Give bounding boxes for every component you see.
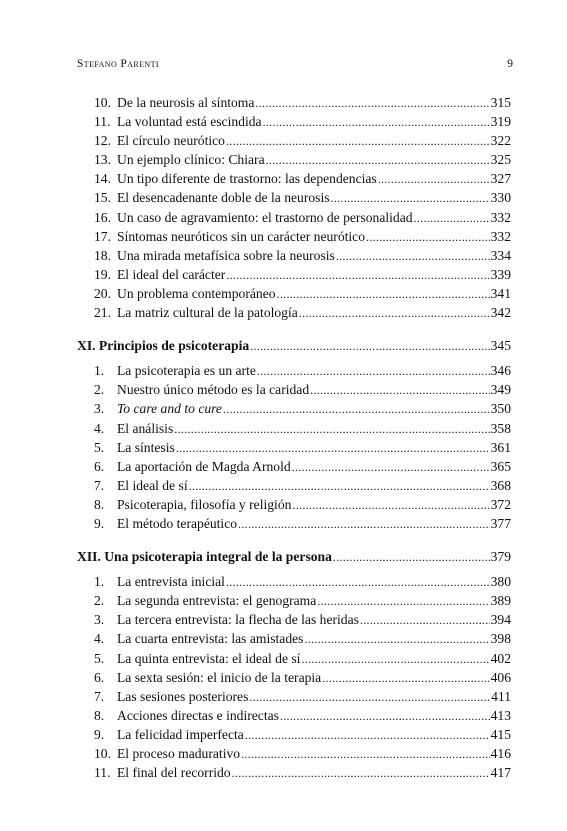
dot-leader xyxy=(257,362,490,381)
running-header-author: Stefano Parenti xyxy=(77,58,159,70)
toc-entry-page: 402 xyxy=(490,650,511,666)
toc-entry-page: 322 xyxy=(490,133,511,149)
toc-entry xyxy=(77,265,511,284)
toc-entry-title: La sexta sesión: el inicio de la terapia xyxy=(117,669,322,685)
toc-entry-page: 398 xyxy=(490,631,511,647)
toc-chapter-xii xyxy=(77,547,511,566)
toc-entry-number: 20. xyxy=(94,285,111,301)
toc-entry xyxy=(77,514,511,533)
toc-entry-page: 389 xyxy=(490,593,511,609)
chapter-page: 379 xyxy=(490,549,511,565)
toc-entry-page: 325 xyxy=(490,152,511,168)
toc-entry-title: La psicoterapia es un arte xyxy=(117,363,256,379)
toc-entry-title: La aportación de Magda Arnold xyxy=(117,458,291,474)
toc-entry-number: 8. xyxy=(94,496,105,512)
toc-entry-number: 16. xyxy=(94,209,111,225)
toc-entry xyxy=(77,246,511,265)
toc-entry-page: 350 xyxy=(490,401,511,417)
dot-leader xyxy=(226,573,490,592)
dot-leader xyxy=(333,548,490,567)
toc-entry-title: El desencadenante doble de la neurosis xyxy=(117,190,330,206)
dot-leader xyxy=(360,611,490,630)
dot-leader xyxy=(255,94,489,113)
toc-entry-page: 339 xyxy=(490,266,511,282)
dot-leader xyxy=(226,132,490,151)
toc-entry-title: El ideal de sí xyxy=(117,477,188,493)
toc-entry-page: 417 xyxy=(490,765,511,781)
toc-entry-page: 380 xyxy=(490,574,511,590)
chapter-title: XII. Una psicoterapia integral de la persona xyxy=(77,549,332,565)
toc-entry-number: 6. xyxy=(94,669,105,685)
toc-entry xyxy=(77,687,511,706)
toc-entry-number: 3. xyxy=(94,401,105,417)
toc-entry xyxy=(77,169,511,188)
toc-entry-page: 332 xyxy=(490,209,511,225)
dot-leader xyxy=(174,420,489,439)
toc-entry-number: 15. xyxy=(94,190,111,206)
dot-leader xyxy=(266,151,490,170)
toc-entry-number: 7. xyxy=(94,477,105,493)
toc-entry xyxy=(77,610,511,629)
dot-leader xyxy=(223,400,490,419)
toc-entry-number: 4. xyxy=(94,420,105,436)
dot-leader xyxy=(292,496,489,515)
dot-leader xyxy=(176,439,490,458)
toc-entry xyxy=(77,150,511,169)
toc-entry-page: 413 xyxy=(490,707,511,723)
dot-leader xyxy=(317,592,489,611)
toc-entry-title: La entrevista inicial xyxy=(117,574,225,590)
toc-entry-page: 358 xyxy=(490,420,511,436)
dot-leader xyxy=(245,726,490,745)
toc-entry-page: 372 xyxy=(490,496,511,512)
toc-entry xyxy=(77,208,511,227)
toc-entry-title: La tercera entrevista: la flecha de las heridas xyxy=(117,612,359,628)
toc-entry-page: 365 xyxy=(490,458,511,474)
dot-leader xyxy=(250,337,489,356)
toc-entry-title: Nuestro único método es la caridad xyxy=(117,382,310,398)
toc-entry xyxy=(77,572,511,591)
toc-entry xyxy=(77,706,511,725)
toc-entry xyxy=(77,649,511,668)
toc-entry xyxy=(77,380,511,399)
toc-entry xyxy=(77,668,511,687)
toc-entry-title: El círculo neurótico xyxy=(117,133,225,149)
toc-entry-number: 17. xyxy=(94,228,111,244)
toc-entry-title: Un ejemplo clínico: Chiara xyxy=(117,152,265,168)
dot-leader xyxy=(304,630,489,649)
toc-entry-title: La felicidad imperfecta xyxy=(117,726,244,742)
toc-entry-title: Un tipo diferente de trastorno: las dependencias xyxy=(117,171,377,187)
toc-entry-page: 341 xyxy=(490,285,511,301)
dot-leader xyxy=(263,113,490,132)
running-header xyxy=(77,58,513,74)
toc-entry-number: 12. xyxy=(94,133,111,149)
toc-entry-title: Un caso de agravamiento: el trastorno de personalidad xyxy=(117,209,413,225)
dot-leader xyxy=(232,764,490,783)
toc-entry-title: El ideal del carácter xyxy=(117,266,226,282)
toc-entry xyxy=(77,131,511,150)
toc-entry-number: 10. xyxy=(94,95,111,110)
toc-entry-title: Síntomas neuróticos sin un carácter neurótico xyxy=(117,228,366,244)
toc-entry xyxy=(77,629,511,648)
toc-entry-page: 406 xyxy=(490,669,511,685)
toc-entry-title: Las sesiones posteriores xyxy=(117,688,249,704)
toc-entry-page: 394 xyxy=(490,612,511,628)
toc-entry xyxy=(77,476,511,495)
dot-leader xyxy=(414,209,490,228)
dot-leader xyxy=(301,650,489,669)
toc-entry-title: Una mirada metafísica sobre la neurosis xyxy=(117,247,335,263)
toc-entry xyxy=(77,227,511,246)
dot-leader xyxy=(249,688,490,707)
toc-entry-number: 8. xyxy=(94,707,105,723)
toc-entry-number: 13. xyxy=(94,152,111,168)
toc-entry-title: El análisis xyxy=(117,420,174,436)
toc-entry-page: 411 xyxy=(491,688,511,704)
toc-entry-title: De la neurosis al síntoma xyxy=(117,95,255,110)
toc-entry xyxy=(77,457,511,476)
dot-leader xyxy=(378,170,490,189)
toc-entry-page: 377 xyxy=(490,515,511,531)
toc-entry-number: 1. xyxy=(94,363,105,379)
dot-leader xyxy=(277,285,490,304)
toc-entry-number: 11. xyxy=(94,114,111,130)
toc-entry-title: Acciones directas e indirectas xyxy=(117,707,279,723)
dot-leader xyxy=(299,304,490,323)
toc-entry-title: El final del recorrido xyxy=(117,765,231,781)
toc-entry-number: 2. xyxy=(94,382,105,398)
dot-leader xyxy=(241,745,490,764)
toc-entry xyxy=(77,399,511,418)
toc-entry xyxy=(77,591,511,610)
toc-entry-number: 3. xyxy=(94,612,105,628)
dot-leader xyxy=(366,228,490,247)
toc-entry-page: 319 xyxy=(490,114,511,130)
toc-entry-number: 6. xyxy=(94,458,105,474)
toc-entry xyxy=(77,93,511,112)
toc-entry xyxy=(77,188,511,207)
toc-entry-page: 368 xyxy=(490,477,511,493)
toc-entry-title: Psicoterapia, filosofía y religión xyxy=(117,496,292,512)
toc-entry-page: 342 xyxy=(490,305,511,321)
toc-entry xyxy=(77,725,511,744)
toc-chapter-xi xyxy=(77,336,511,355)
dot-leader xyxy=(336,247,490,266)
dot-leader xyxy=(226,266,489,285)
toc-entry-page: 415 xyxy=(490,726,511,742)
toc-entry xyxy=(77,419,511,438)
toc-entry-page: 361 xyxy=(490,439,511,455)
toc-entry-number: 4. xyxy=(94,631,105,647)
table-of-contents xyxy=(77,93,511,782)
dot-leader xyxy=(292,458,490,477)
toc-entry xyxy=(77,303,511,322)
toc-entry-page: 330 xyxy=(490,190,511,206)
chapter-page: 345 xyxy=(490,338,511,354)
chapter-title: XI. Principios de psicoterapia xyxy=(77,338,250,354)
toc-entry-page: 416 xyxy=(490,746,511,761)
toc-entry-title: El proceso madurativo xyxy=(117,746,241,761)
toc-entry-number: 1. xyxy=(94,574,105,590)
toc-entry-number: 21. xyxy=(94,305,111,321)
toc-entry-title: Un problema contemporáneo xyxy=(117,285,276,301)
toc-entry xyxy=(77,112,511,131)
toc-entry-page: 327 xyxy=(490,171,511,187)
toc-entry-title: La síntesis xyxy=(117,439,175,455)
dot-leader xyxy=(238,515,490,534)
dot-leader xyxy=(322,669,489,688)
toc-entry-number: 5. xyxy=(94,439,105,455)
toc-entry-title: El método terapéutico xyxy=(117,515,238,531)
toc-entry-title: La cuarta entrevista: las amistades xyxy=(117,631,304,647)
toc-entry-number: 9. xyxy=(94,515,105,531)
toc-entry xyxy=(77,763,511,782)
toc-entry-number: 10. xyxy=(94,746,111,761)
toc-entry-title: To care and to cure xyxy=(117,401,222,417)
dot-leader xyxy=(280,707,490,726)
toc-entry xyxy=(77,495,511,514)
toc-entry xyxy=(77,438,511,457)
toc-entry-title: La segunda entrevista: el genograma xyxy=(117,593,317,609)
toc-entry-title: La quinta entrevista: el ideal de sí xyxy=(117,650,301,666)
toc-entry-number: 14. xyxy=(94,171,111,187)
dot-leader xyxy=(310,381,489,400)
page-number: 9 xyxy=(507,58,513,70)
toc-entry-number: 9. xyxy=(94,726,105,742)
toc-entry-title: La matriz cultural de la patología xyxy=(117,305,298,321)
toc-entry-page: 315 xyxy=(490,95,511,110)
toc-entry xyxy=(77,744,511,763)
toc-entry xyxy=(77,284,511,303)
toc-entry-number: 7. xyxy=(94,688,105,704)
dot-leader xyxy=(189,477,490,496)
toc-entry-page: 332 xyxy=(490,228,511,244)
dot-leader xyxy=(331,189,490,208)
toc-entry-number: 18. xyxy=(94,247,111,263)
toc-entry-number: 19. xyxy=(94,266,111,282)
toc-entry-page: 346 xyxy=(490,363,511,379)
toc-entry-page: 334 xyxy=(490,247,511,263)
toc-entry-title: La voluntad está escindida xyxy=(117,114,262,130)
toc-entry xyxy=(77,361,511,380)
toc-entry-page: 349 xyxy=(490,382,511,398)
toc-entry-number: 11. xyxy=(94,765,111,781)
toc-entry-number: 5. xyxy=(94,650,105,666)
toc-entry-number: 2. xyxy=(94,593,105,609)
